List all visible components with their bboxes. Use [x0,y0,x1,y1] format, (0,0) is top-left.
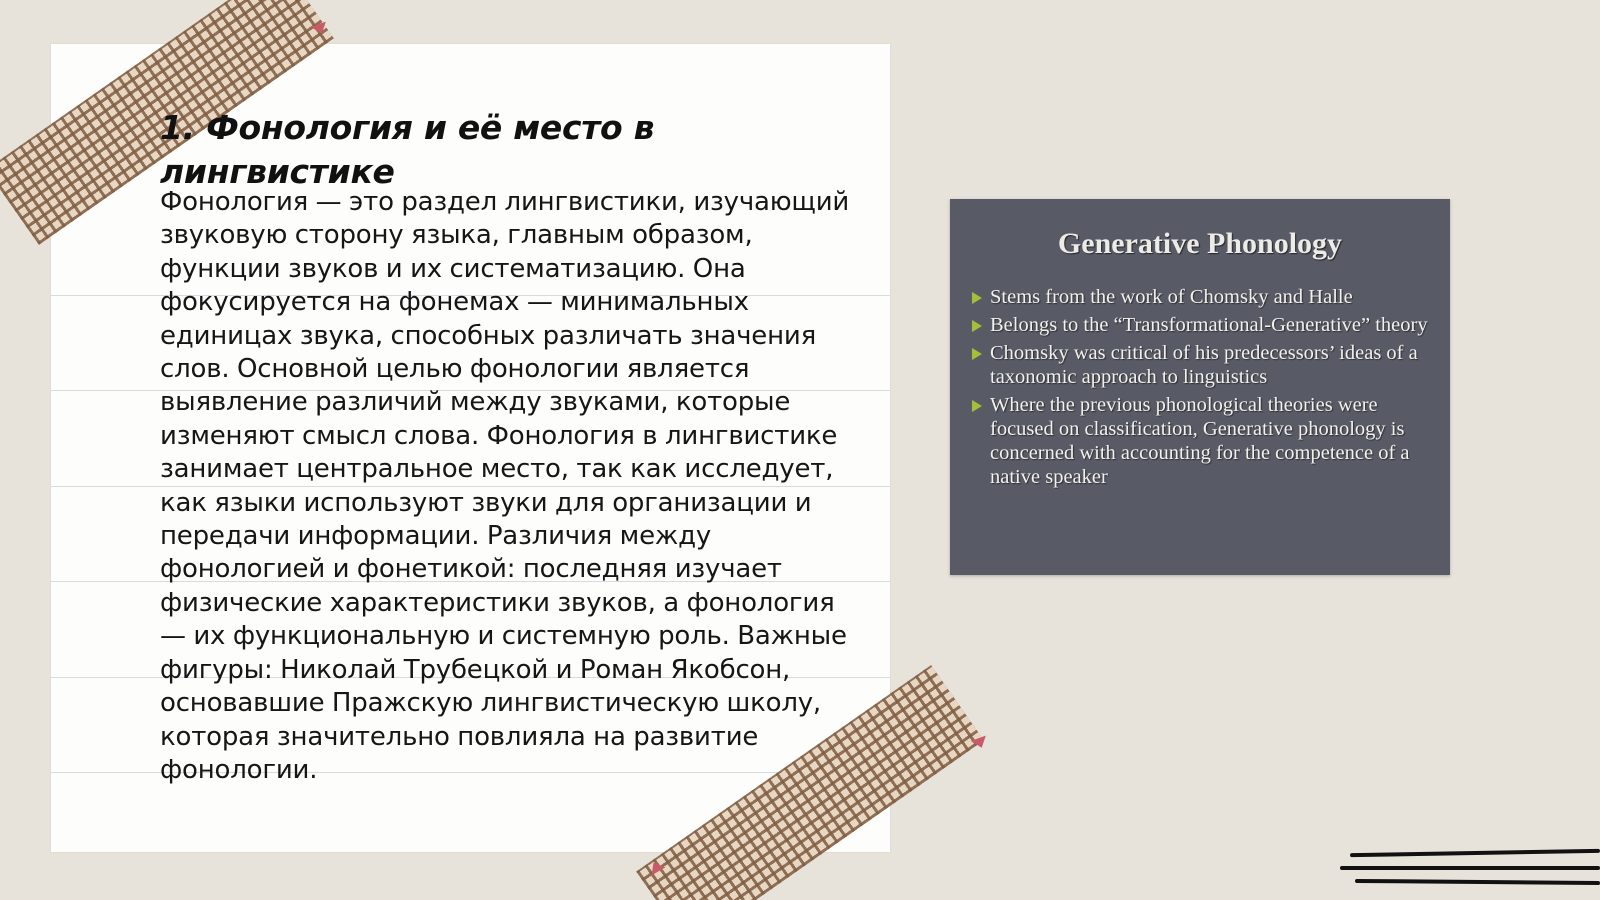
bullet-arrow-icon [972,400,982,412]
embedded-bullet-list [972,285,1432,493]
embedded-slide-image [950,199,1450,575]
list-item [972,341,1432,389]
list-item [972,313,1432,337]
embedded-slide-title: Generative Phonology [1057,227,1343,260]
bullet-text: Where the previous phonological theories were focused on classification, Generative phonology is concerned with accounting for the competence of a native speaker [990,394,1410,488]
slide-heading: 1. Фонология и её место в лингвистике [160,108,655,191]
slide-body-text: Фонология — это раздел лингвистики, изучающий звуковую сторону языка, главным образом, функции звуков и их систематизацию. Она фокусируется на фонемах — минимальных единицах звука, способных различать значения слов. Основной целью фонологии является выявление различий между звуками, которые изменяют смысл слова. Фонология в лингвистике занимает центральное место, так как исследует, как языки используют звуки для организации и передачи информации. Различия между фонологией и фонетикой: последняя изучает физические характеристики звуков, а фонология — их функциональную и системную роль. Важные фигуры: Николай Трубецкой и Роман Якобсон, основавшие Пражскую лингвистическую школу, которая значительно повлияла на развитие фонологии. [160,187,850,785]
brush-stroke-decoration [1355,879,1600,885]
bullet-text: Stems from the work of Chomsky and Halle [990,286,1353,308]
bullet-text: Chomsky was critical of his predecessors’ ideas of a taxonomic approach to linguistics [990,342,1418,388]
bullet-arrow-icon [972,348,982,360]
list-item [972,285,1432,309]
bullet-arrow-icon [972,292,982,304]
brush-stroke-decoration [1350,849,1600,857]
list-item [972,393,1432,489]
bullet-arrow-icon [972,320,982,332]
brush-stroke-decoration [1340,866,1600,870]
bullet-text: Belongs to the “Transformational-Generative” theory [990,314,1428,336]
